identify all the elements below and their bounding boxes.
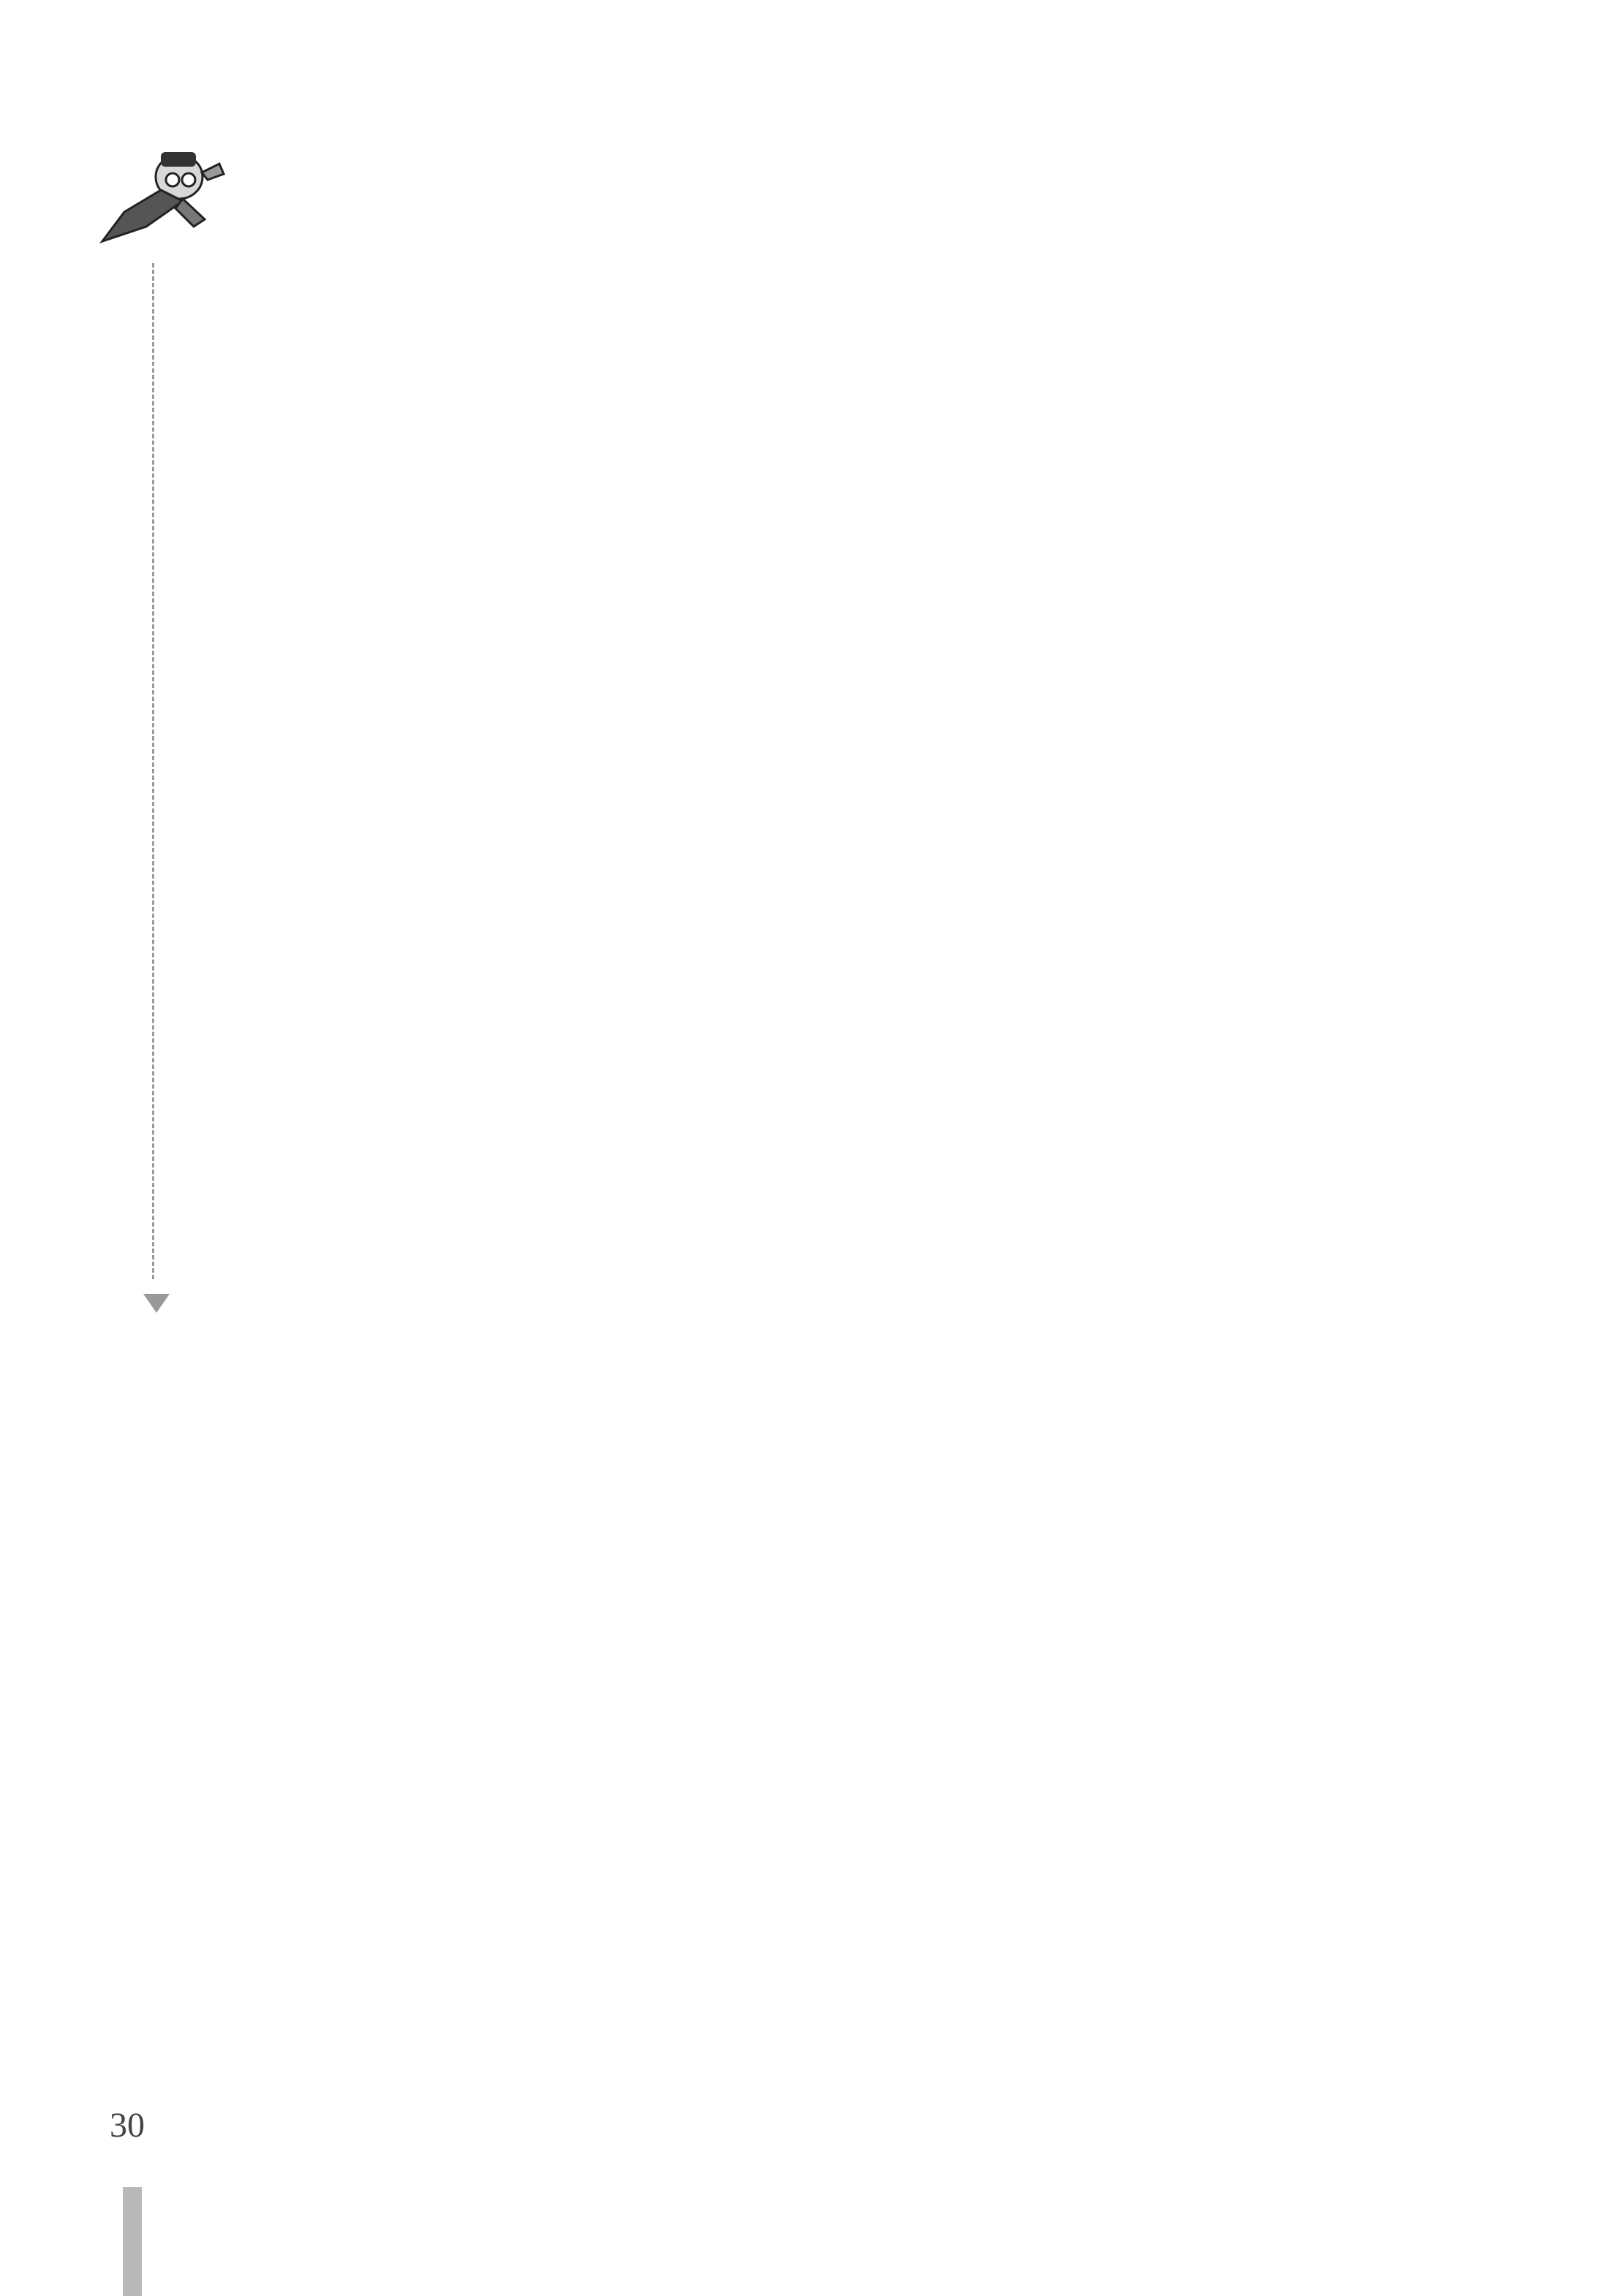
cartoon-boy-flying-icon xyxy=(73,132,227,256)
page-number: 30 xyxy=(110,2106,145,2145)
header-divider xyxy=(152,263,154,1279)
page-edge-bar xyxy=(123,2187,142,2296)
triangle-down-icon xyxy=(143,1294,170,1313)
